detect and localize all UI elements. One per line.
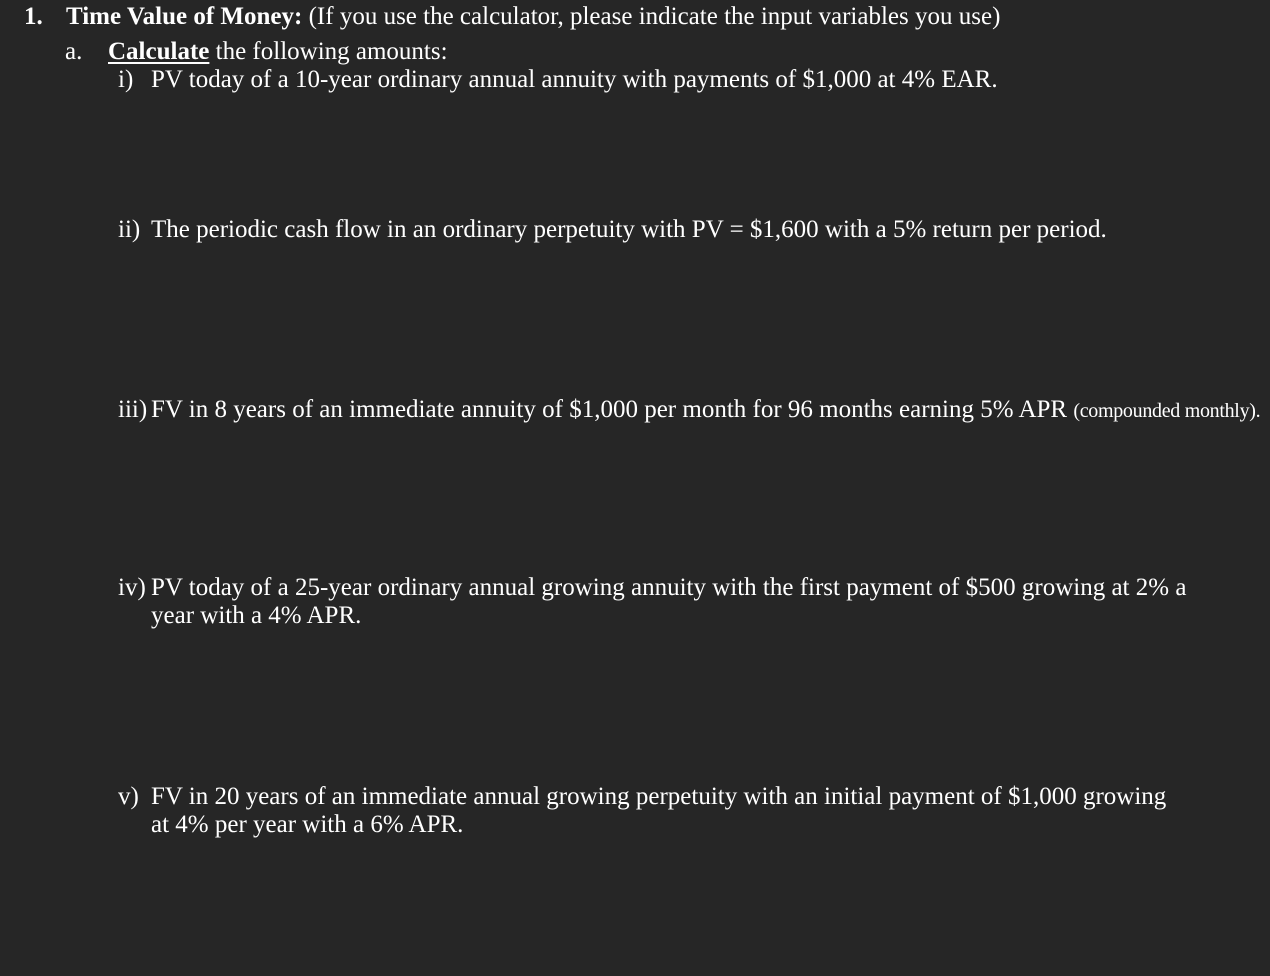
item-iv-continuation: year with a 4% APR. bbox=[151, 602, 362, 629]
item-label: v) bbox=[118, 783, 139, 810]
item-label: iv) bbox=[118, 574, 146, 601]
item-label: i) bbox=[118, 66, 134, 93]
part-verb: Calculate bbox=[108, 38, 210, 65]
question-title: Time Value of Money: bbox=[66, 3, 303, 30]
item-note: (compounded monthly). bbox=[1073, 400, 1261, 422]
item-v-continuation: at 4% per year with a 6% APR. bbox=[151, 811, 464, 838]
item-text: FV in 8 years of an immediate annuity of $1,000 per month for 96 months earning 5% APR bbox=[151, 396, 1068, 423]
item-text: FV in 20 years of an immediate annual growing perpetuity with an initial payment of $1,000 growing bbox=[151, 783, 1167, 810]
item-text: PV today of a 10-year ordinary annual annuity with payments of $1,000 at 4% EAR. bbox=[151, 66, 998, 93]
question-number: 1. bbox=[24, 3, 43, 30]
item-label: ii) bbox=[118, 216, 141, 243]
item-iii bbox=[118, 396, 1260, 425]
part-rest: the following amounts: bbox=[215, 38, 448, 65]
item-text: The periodic cash flow in an ordinary perpetuity with PV = $1,600 with a 5% return per period. bbox=[151, 216, 1107, 243]
item-v bbox=[118, 783, 1166, 811]
question-heading bbox=[66, 3, 1000, 31]
item-text: PV today of a 25-year ordinary annual growing annuity with the first payment of $500 growing at 2% a bbox=[151, 574, 1187, 601]
item-i bbox=[118, 66, 998, 94]
part-heading bbox=[108, 38, 448, 66]
item-ii bbox=[118, 216, 1107, 244]
part-letter: a. bbox=[65, 38, 83, 65]
item-label: iii) bbox=[118, 396, 148, 423]
item-iv bbox=[118, 574, 1186, 602]
question-instruction: (If you use the calculator, please indicate the input variables you use) bbox=[308, 3, 1001, 30]
